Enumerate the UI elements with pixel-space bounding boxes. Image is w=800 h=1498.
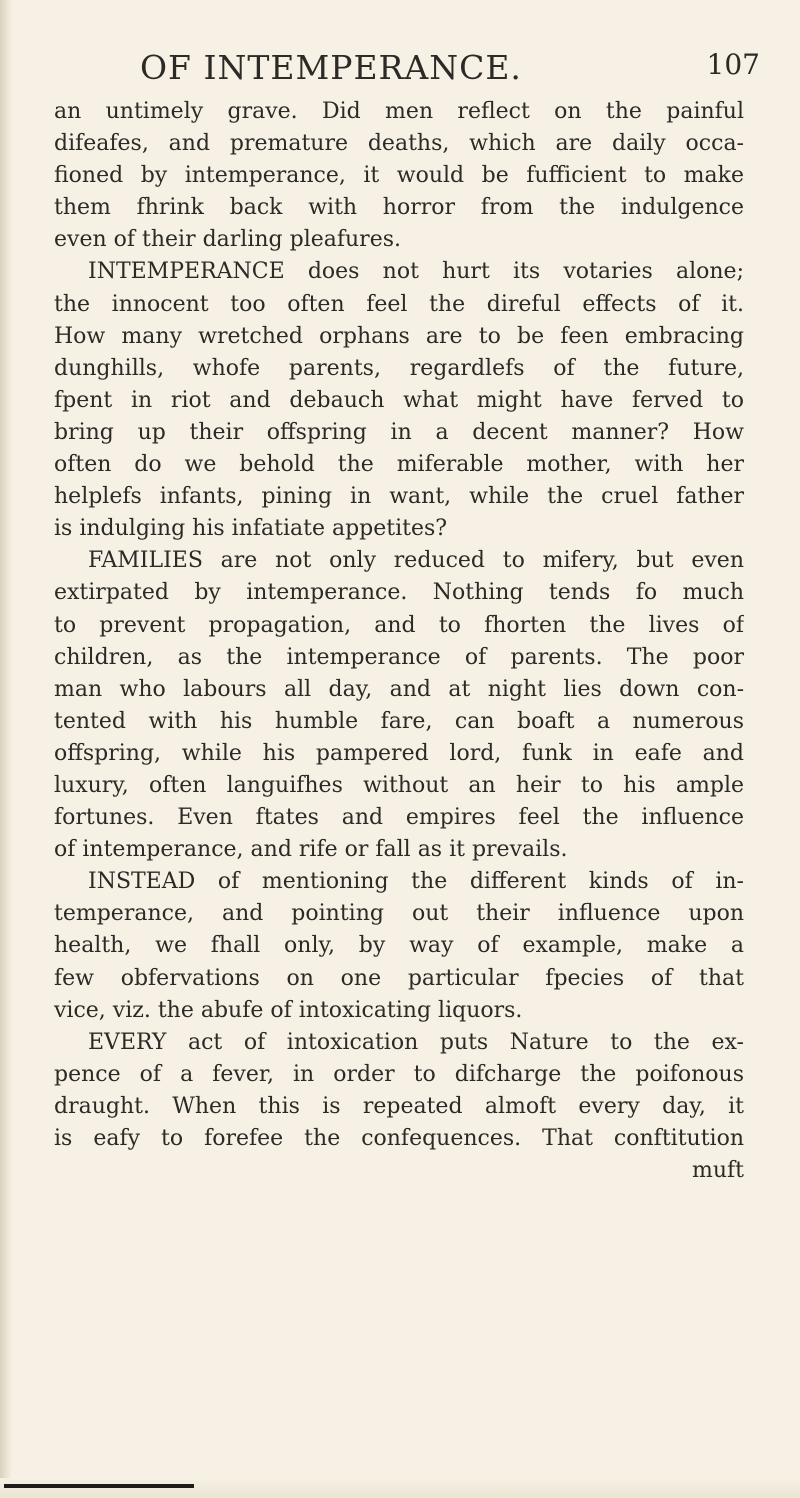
text-line: children, as the intemperance of parents. The poor xyxy=(54,644,744,670)
text-line: of intemperance, and rife or fall as it prevails. xyxy=(54,837,568,863)
text-line: vice, viz. the abufe of intoxicating liquors. xyxy=(54,997,523,1023)
text-line: an untimely grave. Did men reflect on the painful xyxy=(54,99,744,124)
text-line: difeafes, and premature deaths, which are daily occa- xyxy=(54,131,744,157)
paragraph-start-line: INTEMPERANCE does not hurt its votaries alone; xyxy=(88,259,744,285)
page-bottom-edge xyxy=(0,1478,800,1498)
text-line: tented with his humble fare, can boaft a numerous xyxy=(54,708,744,734)
page-gutter xyxy=(0,0,12,1498)
bottom-rule xyxy=(4,1484,194,1488)
text-line: fpent in riot and debauch what might have ferved to xyxy=(54,387,744,413)
text-line: How many wretched orphans are to be feen embracing xyxy=(54,323,744,349)
text-line: even of their darling pleafures. xyxy=(54,227,402,253)
paragraph-start-line: FAMILIES are not only reduced to mifery, but even xyxy=(88,548,744,574)
text-line: fioned by intemperance, it would be fufficient to make xyxy=(54,163,744,189)
body-text xyxy=(54,96,744,1187)
text-line: is eafy to forefee the confequences. That conftitution xyxy=(54,1126,744,1151)
text-line: pence of a fever, in order to difcharge the poifonous xyxy=(54,1061,744,1087)
text-line: temperance, and pointing out their influence upon xyxy=(54,901,744,927)
text-line: is indulging his infatiate appetites? xyxy=(54,516,448,542)
text-line: offspring, while his pampered lord, funk in eafe and xyxy=(54,740,744,766)
running-head: OF INTEMPERANCE. xyxy=(140,48,522,87)
text-line: to prevent propagation, and to fhorten the lives of xyxy=(54,612,744,638)
paragraph-start-line: INSTEAD of mentioning the different kinds of in- xyxy=(88,869,744,895)
text-line: man who labours all day, and at night lies down con- xyxy=(54,676,744,702)
catchword: muft xyxy=(691,1158,744,1184)
text-line: dunghills, whofe parents, regardlefs of the future, xyxy=(54,355,744,381)
text-line: extirpated by intemperance. Nothing tends fo much xyxy=(54,580,744,606)
text-line: helplefs infants, pining in want, while the cruel father xyxy=(54,484,744,510)
text-line: often do we behold the miferable mother, with her xyxy=(54,452,744,478)
paragraph-start-line: EVERY act of intoxication puts Nature to the ex- xyxy=(88,1029,744,1055)
text-line: few obfervations on one particular fpecies of that xyxy=(54,965,744,991)
text-line: luxury, often languifhes without an heir to his ample xyxy=(54,772,744,798)
text-line: health, we fhall only, by way of example, make a xyxy=(54,933,744,959)
text-line: fortunes. Even ftates and empires feel the influence xyxy=(54,805,744,831)
text-line: draught. When this is repeated almoft every day, it xyxy=(54,1093,744,1119)
page-header xyxy=(140,48,760,94)
text-line: the innocent too often feel the direful effects of it. xyxy=(54,291,744,317)
page-number: 107 xyxy=(706,48,760,81)
text-line: bring up their offspring in a decent manner? How xyxy=(54,419,744,445)
text-line: them fhrink back with horror from the indulgence xyxy=(54,195,744,221)
